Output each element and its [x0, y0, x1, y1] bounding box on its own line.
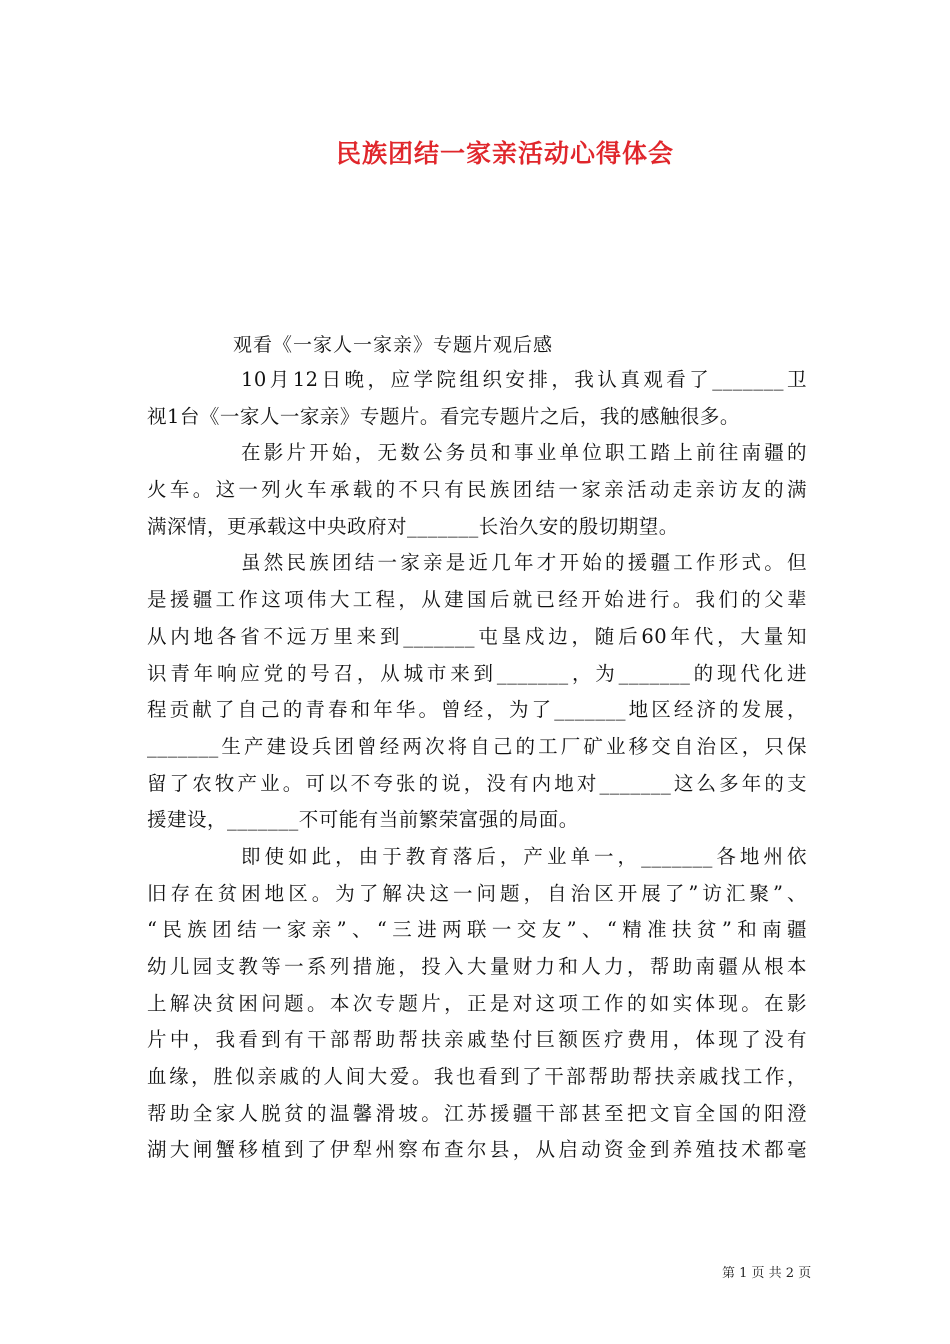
- paragraph-3-line-7: 留了农牧产业。可以不夸张的说，没有内地对_______这么多年的支: [147, 771, 807, 795]
- paragraph-3-line-2: 是援疆工作这项伟大工程，从建国后就已经开始进行。我们的父辈: [147, 588, 807, 612]
- paragraph-2-line-1: 在影片开始，无数公务员和事业单位职工踏上前往南疆的: [241, 441, 807, 465]
- page-title: 民族团结一家亲活动心得体会: [335, 139, 674, 168]
- page-footer: 第 1 页 共 2 页: [722, 1266, 812, 1281]
- paragraph-4-line-2: 旧存在贫困地区。为了解决这一问题，自治区开展了”访汇聚”、: [147, 881, 807, 905]
- paragraph-1-line-1: 10月12日晚，应学院组织安排，我认真观看了_______卫: [241, 368, 807, 391]
- paragraph-3-line-6: _______生产建设兵团曾经两次将自己的工厂矿业移交自治区，只保: [147, 734, 807, 758]
- paragraph-4-line-1: 即使如此，由于教育落后，产业单一，_______各地州依: [241, 844, 807, 868]
- paragraph-4-line-9: 湖大闸蟹移植到了伊犁州察布查尔县，从启动资金到养殖技术都毫: [147, 1138, 807, 1162]
- paragraph-4-line-5: 上解决贫困问题。本次专题片，正是对这项工作的如实体现。在影: [147, 991, 807, 1015]
- paragraph-3-line-3: 从内地各省不远万里来到_______屯垦戍边，随后60年代，大量知: [147, 624, 807, 648]
- paragraph-4-line-3: “民族团结一家亲”、“三进两联一交友”、“精准扶贫”和南疆: [147, 918, 807, 942]
- paragraph-2-line-3: 满深情，更承载这中央政府对_______长治久安的殷切期望。: [147, 514, 679, 538]
- paragraph-2-line-2: 火车。这一列火车承载的不只有民族团结一家亲活动走亲访友的满: [147, 478, 807, 502]
- paragraph-4-line-7: 血缘，胜似亲戚的人间大爱。我也看到了干部帮助帮扶亲戚找工作，: [147, 1065, 807, 1089]
- paragraph-3-line-8: 援建设，_______不可能有当前繁荣富强的局面。: [147, 808, 579, 832]
- paragraph-4-line-8: 帮助全家人脱贫的温馨滑坡。江苏援疆干部甚至把文盲全国的阳澄: [147, 1101, 807, 1125]
- paragraph-4-line-6: 片中，我看到有干部帮助帮扶亲戚垫付巨额医疗费用，体现了没有: [147, 1028, 807, 1052]
- paragraph-1-line-2: 视1台《一家人一家亲》专题片。看完专题片之后，我的感触很多。: [147, 404, 740, 428]
- subtitle: 观看《一家人一家亲》专题片观后感: [233, 334, 554, 356]
- paragraph-4-line-4: 幼儿园支教等一系列措施，投入大量财力和人力，帮助南疆从根本: [147, 955, 807, 978]
- paragraph-3-line-1: 虽然民族团结一家亲是近几年才开始的援疆工作形式。但: [241, 551, 807, 575]
- paragraph-3-line-4: 识青年响应党的号召，从城市来到_______，为_______的现代化进: [147, 661, 807, 685]
- document-body: [147, 362, 807, 1169]
- paragraph-3-line-5: 程贡献了自己的青春和年华。曾经，为了_______地区经济的发展，: [147, 698, 807, 722]
